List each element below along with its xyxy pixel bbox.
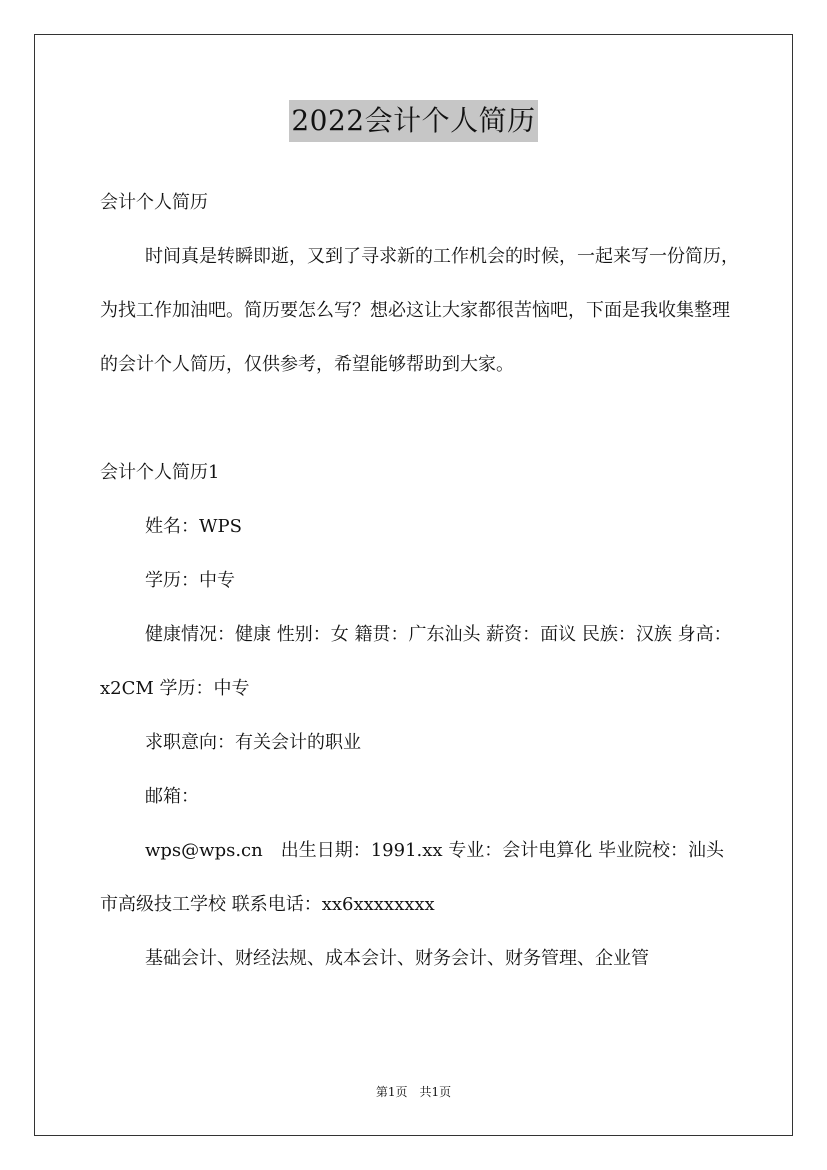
document-title: 2022会计个人简历	[289, 100, 537, 142]
intro-paragraph: 时间真是转瞬即逝，又到了寻求新的工作机会的时候，一起来写一份简历，为找工作加油吧。简历要怎么写？想必这让大家都很苦恼吧，下面是我收集整理的会计个人简历，仅供参考，希望能够帮助到大家。	[100, 246, 739, 375]
courses-line: 基础会计、财经法规、成本会计、财务会计、财务管理、企业管	[145, 948, 649, 969]
education-line: 学历：中专	[145, 570, 235, 591]
contact-info-paragraph: wps@wps.cn 出生日期：1991.xx 专业：会计电算化 毕业院校：汕头市高级技工学校 联系电话：xx6xxxxxxxx	[100, 840, 725, 915]
title-container	[0, 100, 827, 142]
section-heading: 会计个人简历	[100, 192, 208, 213]
personal-info-paragraph: 健康情况：健康 性别：女 籍贯：广东汕头 薪资：面议 民族：汉族 身高：x2CM 学历：中专	[100, 624, 732, 699]
job-intention-line: 求职意向：有关会计的职业	[145, 732, 361, 753]
name-line: 姓名：WPS	[145, 516, 242, 537]
paragraph-spacer	[100, 392, 740, 446]
document-body	[100, 176, 740, 986]
page-footer	[0, 1084, 827, 1100]
resume-heading: 会计个人简历1	[100, 462, 220, 483]
page-number: 第1页 共1页	[375, 1085, 452, 1099]
email-label-line: 邮箱：	[145, 786, 199, 807]
